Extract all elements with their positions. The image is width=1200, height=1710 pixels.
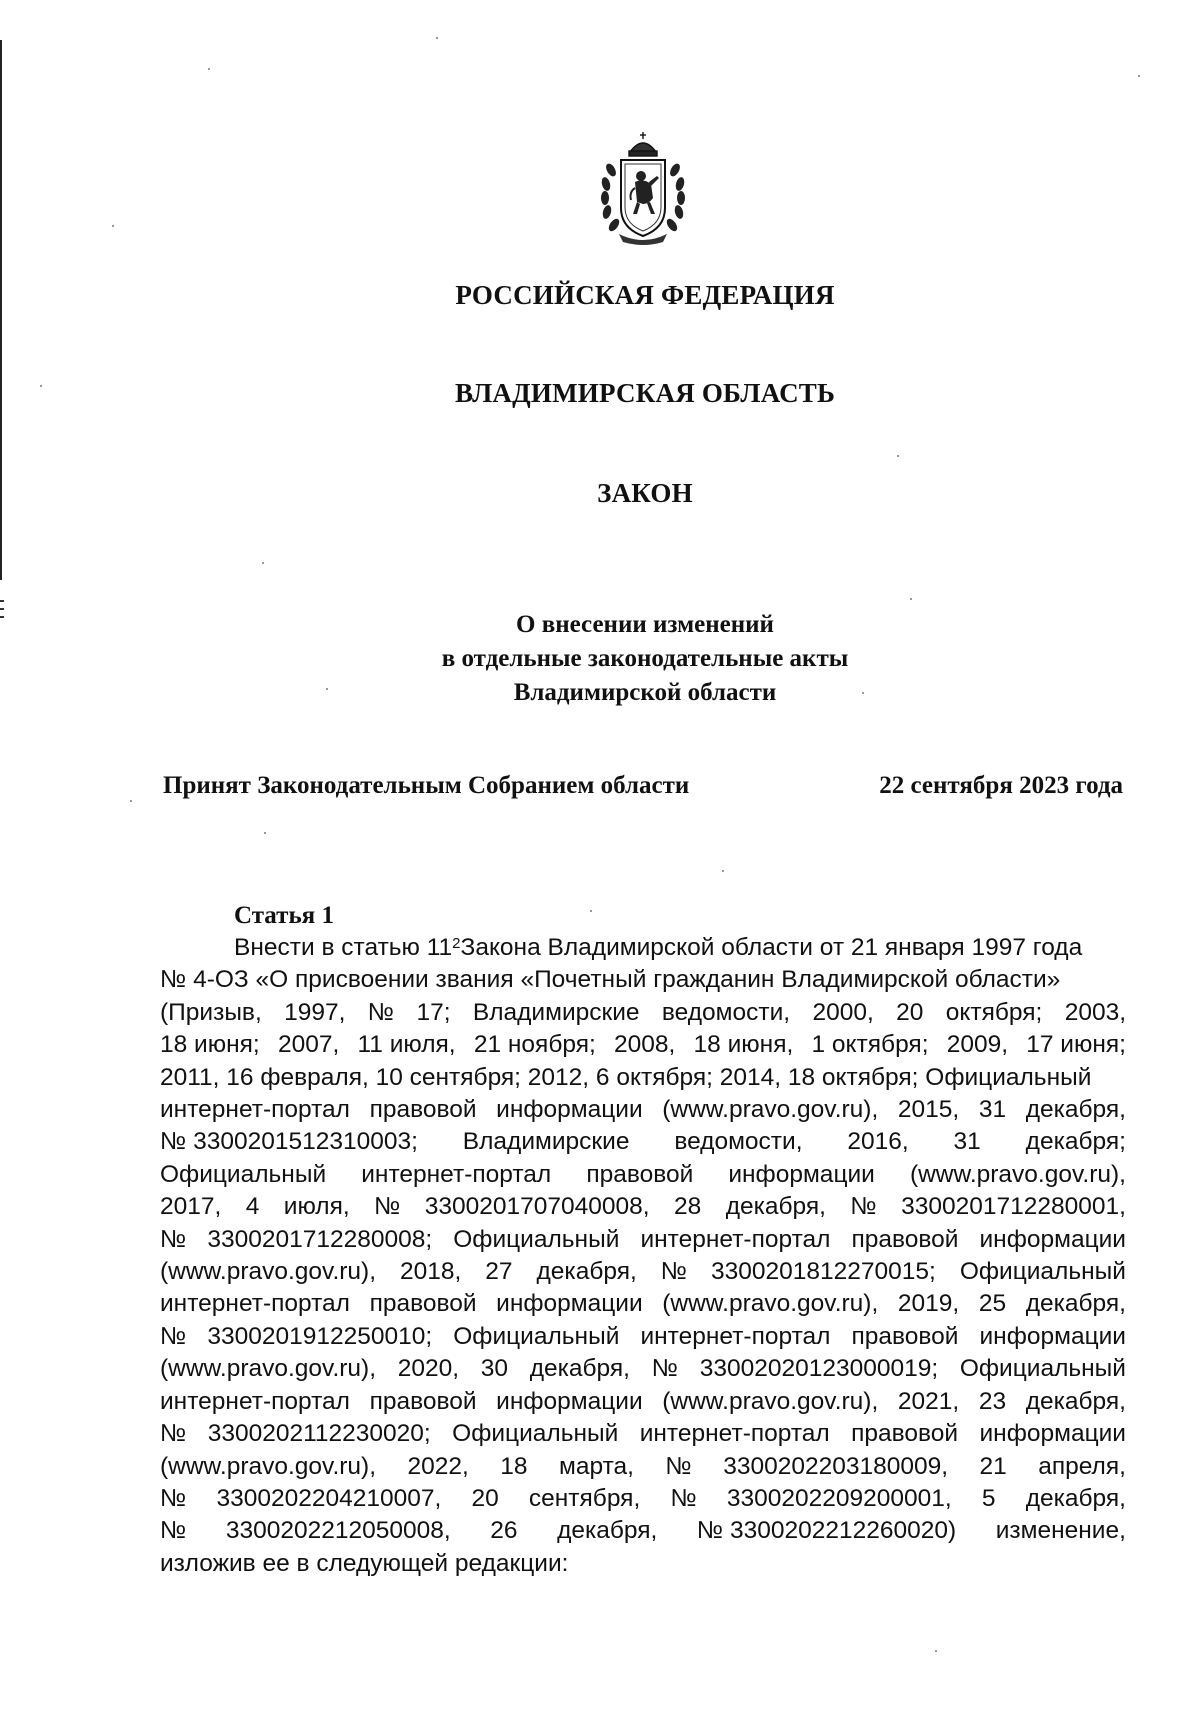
text-word: 3300201812270015;	[711, 1258, 936, 1286]
scan-speck	[326, 688, 328, 690]
article-text-line	[160, 997, 1126, 1029]
text-word: 2003,	[1064, 998, 1126, 1026]
scan-edge-tick	[0, 600, 4, 602]
text-word: Официальный	[160, 1160, 327, 1188]
text-word: Официальный	[453, 1225, 620, 1253]
text-word: Официальный	[452, 1420, 619, 1448]
article-body	[160, 932, 1126, 1580]
text-word: 2000,	[812, 998, 874, 1026]
text-word: интернет-портал	[160, 1387, 350, 1415]
text-word: 23	[978, 1387, 1007, 1415]
text-word: информации	[496, 1096, 643, 1124]
text-word: информации	[979, 1225, 1126, 1253]
text-word: правовой	[586, 1160, 694, 1188]
text-word: декабря,	[1025, 1484, 1126, 1512]
scan-speck	[910, 598, 912, 600]
superscript: 2	[452, 935, 461, 952]
text-word: 3300202212050008,	[225, 1517, 451, 1545]
text-word: 20	[471, 1484, 499, 1512]
heading-country: РОССИЙСКАЯ ФЕДЕРАЦИЯ	[455, 280, 835, 310]
text-word: 18	[500, 1452, 528, 1480]
text-word: №	[160, 1322, 187, 1350]
text-word: 27	[485, 1258, 513, 1286]
text-word: 2018,	[400, 1258, 462, 1286]
text-word: 33002020123000019;	[699, 1355, 939, 1383]
article-text-line	[160, 1483, 1126, 1515]
text-word: правовой	[851, 1420, 959, 1448]
text-word: 3300202204210007,	[216, 1484, 442, 1512]
text-word: 28	[674, 1193, 702, 1221]
article-text-line	[160, 1321, 1126, 1353]
text-word: (www.pravo.gov.ru),	[160, 1355, 377, 1383]
text-word: декабря,	[536, 1258, 637, 1286]
text-word: 11 июля,	[357, 1031, 456, 1059]
text-run: Внести в статью 11	[234, 934, 453, 961]
scan-speck	[935, 1650, 937, 1652]
adoption-row	[163, 772, 1123, 800]
text-word: информации	[728, 1160, 875, 1188]
article-text-line	[160, 1062, 1126, 1094]
text-word: 2011, 16 февраля, 10 сентября; 2012, 6 октября; 2014, 18 октября; Официальный	[160, 1063, 1092, 1091]
text-word: интернет-портал	[361, 1160, 552, 1188]
article-text-line	[160, 1224, 1126, 1256]
text-word: 31	[978, 1096, 1007, 1124]
adoption-date: 22 сентября 2023 года	[879, 772, 1123, 799]
text-run: Закона Владимирской области от 21 января 1997 года	[460, 934, 1083, 961]
text-word: №	[160, 1225, 187, 1253]
text-word: Владимирские	[462, 1128, 630, 1156]
adoption-body: Принят Законодательным Собранием области	[163, 772, 690, 799]
law-title-line: О внесении изменений	[516, 611, 774, 638]
article-text-line	[160, 1159, 1126, 1191]
text-word: 2019,	[897, 1290, 960, 1318]
text-word: 17 июня;	[1026, 1031, 1126, 1059]
scan-speck	[722, 870, 724, 872]
scan-speck	[112, 225, 114, 227]
text-word: №	[651, 1355, 678, 1383]
text-word: №	[660, 1258, 688, 1286]
article-text-line	[160, 1418, 1126, 1450]
text-word: апреля,	[1038, 1452, 1126, 1480]
article-text-line	[160, 1029, 1126, 1061]
scan-speck	[862, 692, 864, 694]
scan-speck	[264, 832, 266, 834]
text-word: 1997,	[284, 998, 346, 1026]
scan-speck	[262, 562, 264, 564]
text-word: №	[367, 998, 395, 1026]
text-word: (www.pravo.gov.ru),	[662, 1096, 879, 1124]
scan-speck	[1138, 75, 1140, 77]
article-text-line	[160, 1548, 1126, 1580]
text-word: правовой	[851, 1322, 959, 1350]
text-word: декабря;	[1025, 1128, 1126, 1156]
text-word: информации	[979, 1420, 1126, 1448]
law-title-line: Владимирской области	[513, 679, 777, 706]
text-word: декабря,	[1025, 1290, 1126, 1318]
text-word: ведомости,	[674, 1128, 803, 1156]
text-word: Владимирские	[472, 998, 640, 1026]
text-word: (www.pravo.gov.ru),	[662, 1290, 879, 1318]
text-word: 3300201707040008,	[424, 1193, 650, 1221]
text-word: правовой	[369, 1096, 477, 1124]
text-word: 2017,	[160, 1193, 222, 1221]
text-word: 3300201712280008;	[207, 1225, 433, 1253]
text-word: (www.pravo.gov.ru),	[909, 1160, 1126, 1188]
text-word: интернет-портал	[160, 1096, 350, 1124]
text-word: Официальный	[453, 1322, 620, 1350]
text-word: 3300201712280001,	[901, 1193, 1126, 1221]
text-word: марта,	[559, 1452, 634, 1480]
text-word: №	[850, 1193, 877, 1221]
text-word: декабря,	[557, 1517, 658, 1545]
text-word: 2009,	[946, 1031, 1009, 1059]
text-word: 30	[480, 1355, 509, 1383]
text-word: №	[160, 1420, 187, 1448]
text-word: интернет-портал	[640, 1322, 831, 1350]
text-word: 2016,	[847, 1128, 909, 1156]
text-word: 2007,	[277, 1031, 340, 1059]
scan-speck	[897, 455, 899, 457]
text-word: июля,	[283, 1193, 350, 1221]
text-word: 3300202203180009,	[723, 1452, 949, 1480]
text-word: правовой	[369, 1290, 477, 1318]
text-word: №	[670, 1484, 697, 1512]
text-word: №	[160, 1484, 187, 1512]
article-text-line	[160, 1191, 1126, 1223]
heading-doc-type: ЗАКОН	[597, 478, 693, 508]
text-word: (www.pravo.gov.ru),	[160, 1452, 377, 1480]
text-word: №	[374, 1193, 401, 1221]
text-word: Официальный	[959, 1355, 1126, 1383]
text-word: декабря,	[1025, 1096, 1126, 1124]
text-segment	[234, 932, 1082, 964]
scan-speck	[208, 68, 210, 70]
text-word: сентября,	[528, 1484, 641, 1512]
scan-speck	[590, 910, 592, 912]
scan-speck	[40, 385, 42, 387]
text-word: № 4-ОЗ «О присвоении звания «Почетный гражданин Владимирской области»	[160, 966, 1061, 994]
text-word: № 3300202212260020)	[696, 1517, 957, 1545]
text-word: правовой	[851, 1225, 959, 1253]
text-word: 18 июня;	[160, 1031, 260, 1059]
article-text-line	[160, 1451, 1126, 1483]
text-word: изменение,	[995, 1517, 1126, 1545]
coat-of-arms-emblem	[597, 130, 689, 248]
text-word: ведомости,	[661, 998, 791, 1026]
text-word: 3300201912250010;	[207, 1322, 433, 1350]
text-word: информации	[496, 1290, 643, 1318]
text-word: (www.pravo.gov.ru),	[662, 1387, 879, 1415]
text-word: 21	[979, 1452, 1007, 1480]
article-text-line	[160, 932, 1126, 964]
text-word: интернет-портал	[639, 1420, 830, 1448]
text-word: Официальный	[959, 1258, 1126, 1286]
text-word: 20	[896, 998, 924, 1026]
article-text-line	[160, 1353, 1126, 1385]
text-word: № 3300201512310003;	[160, 1128, 418, 1156]
text-word: 25	[978, 1290, 1007, 1318]
article-text-line	[160, 1515, 1126, 1547]
text-word: 2021,	[897, 1387, 960, 1415]
text-word: информации	[979, 1322, 1126, 1350]
text-word: 2008,	[614, 1031, 676, 1059]
article-text-line	[160, 1256, 1126, 1288]
text-word: октября;	[945, 998, 1043, 1026]
scan-speck	[436, 37, 438, 39]
text-word: 4	[245, 1193, 260, 1221]
text-word: 2022,	[407, 1452, 469, 1480]
text-word: декабря,	[529, 1355, 630, 1383]
text-word: декабря,	[1025, 1387, 1126, 1415]
text-word: интернет-портал	[640, 1225, 831, 1253]
text-word: (www.pravo.gov.ru),	[160, 1258, 377, 1286]
article-text-line	[160, 964, 1126, 996]
text-word: 2015,	[897, 1096, 960, 1124]
text-word: 17;	[416, 998, 451, 1026]
text-word: декабря,	[725, 1193, 826, 1221]
article-text-line	[160, 1288, 1126, 1320]
text-word: 3300202112230020;	[207, 1420, 431, 1448]
text-word: (Призыв,	[160, 998, 262, 1026]
text-word: 1 октября;	[811, 1031, 929, 1059]
scan-speck	[130, 800, 132, 802]
text-word: 18 июня,	[693, 1031, 794, 1059]
law-title	[0, 608, 1200, 710]
text-word: 3300202209200001,	[726, 1484, 952, 1512]
text-word: 21 ноября;	[473, 1031, 596, 1059]
law-title-line: в отдельные законодательные акты	[441, 645, 849, 672]
text-word: 5	[981, 1484, 996, 1512]
text-word: №	[160, 1517, 187, 1545]
article-text-line	[160, 1126, 1126, 1158]
heading-region: ВЛАДИМИРСКАЯ ОБЛАСТЬ	[454, 378, 836, 408]
text-word: интернет-портал	[160, 1290, 350, 1318]
text-word: правовой	[369, 1387, 477, 1415]
text-word: 2020,	[397, 1355, 460, 1383]
text-word: информации	[496, 1387, 643, 1415]
article-text-line	[160, 1386, 1126, 1418]
text-word: 26	[490, 1517, 518, 1545]
article-title: Статья 1	[234, 902, 334, 929]
text-word: изложив ее в следующей редакции:	[160, 1549, 569, 1577]
text-word: №	[665, 1452, 692, 1480]
text-word: 31	[953, 1128, 981, 1156]
article-text-line	[160, 1094, 1126, 1126]
